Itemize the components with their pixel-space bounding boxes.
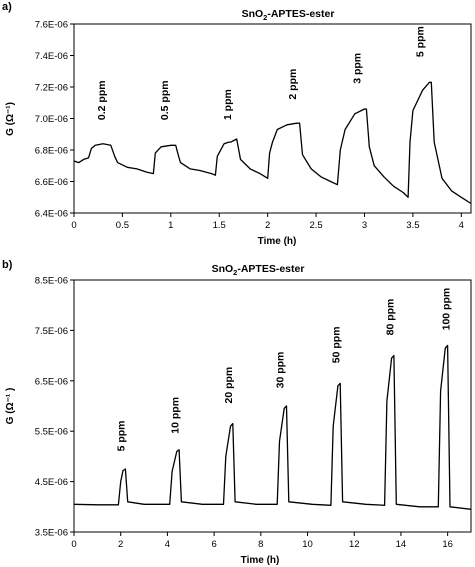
concentration-annotation: 2 ppm bbox=[286, 68, 299, 100]
concentration-annotation: 100 ppm bbox=[440, 287, 453, 331]
panel-b-title: SnO$_2$-APTES-ester bbox=[211, 263, 305, 277]
panel-a-plot-frame bbox=[74, 24, 471, 213]
x-tick-label: 10 bbox=[302, 539, 313, 550]
concentration-annotation: 0.5 ppm bbox=[159, 80, 172, 121]
y-tick-label: 6.6E-06 bbox=[34, 177, 68, 188]
y-tick-label: 3.5E-06 bbox=[34, 527, 68, 539]
panel-a-x-axis-label: Time (h) bbox=[257, 236, 297, 247]
panel-a-axes bbox=[35, 20, 464, 232]
concentration-annotation: 10 ppm bbox=[169, 396, 182, 434]
concentration-annotation: 20 ppm bbox=[223, 366, 236, 404]
y-tick-label: 4.5E-06 bbox=[34, 477, 68, 489]
panel-b-annotations bbox=[116, 288, 453, 452]
x-tick-label: 2.5 bbox=[309, 220, 323, 231]
y-tick-label: 7.2E-06 bbox=[34, 82, 68, 94]
x-tick-label: 8 bbox=[258, 539, 264, 550]
y-tick-label: 7.4E-06 bbox=[34, 51, 68, 62]
panel-b-label: b) bbox=[2, 259, 13, 271]
x-tick-label: 0 bbox=[71, 220, 77, 231]
x-tick-label: 4 bbox=[458, 220, 464, 231]
x-tick-label: 2 bbox=[265, 220, 271, 231]
panel-b-plot-frame bbox=[74, 280, 471, 532]
concentration-annotation: 3 ppm bbox=[351, 52, 364, 84]
y-tick-label: 6.5E-06 bbox=[34, 376, 68, 388]
y-tick-label: 8.5E-06 bbox=[34, 275, 68, 287]
x-tick-label: 6 bbox=[211, 539, 217, 550]
x-tick-label: 3.5 bbox=[406, 220, 420, 231]
x-tick-label: 1 bbox=[168, 220, 174, 231]
panel-a-annotations bbox=[96, 26, 427, 120]
panel-b-series bbox=[74, 346, 471, 510]
series-line bbox=[74, 82, 471, 203]
panel-b-y-axis-label: G (Ω⁻¹ ) bbox=[5, 387, 16, 425]
concentration-annotation: 30 ppm bbox=[274, 351, 287, 389]
panel-a bbox=[2, 1, 471, 247]
series-line bbox=[74, 346, 471, 510]
y-tick-label: 6.4E-06 bbox=[34, 208, 68, 220]
panel-b bbox=[2, 259, 471, 566]
y-tick-label: 7.5E-06 bbox=[34, 325, 68, 337]
concentration-annotation: 80 ppm bbox=[384, 298, 397, 336]
x-tick-label: 4 bbox=[164, 539, 171, 550]
concentration-annotation: 1 ppm bbox=[222, 89, 234, 121]
concentration-annotation: 5 ppm bbox=[115, 420, 128, 452]
panel-a-title: SnO$_2$-APTES-ester bbox=[241, 8, 335, 22]
y-tick-label: 5.5E-06 bbox=[34, 426, 68, 438]
panel-a-series bbox=[74, 82, 471, 203]
x-tick-label: 1.5 bbox=[212, 220, 226, 231]
y-tick-label: 7.0E-06 bbox=[34, 114, 68, 125]
panel-b-x-axis-label: Time (h) bbox=[240, 555, 280, 566]
x-tick-label: 0.5 bbox=[115, 220, 130, 231]
x-tick-label: 3 bbox=[361, 220, 368, 231]
panel-a-y-axis-label: G (Ω⁻¹) bbox=[5, 102, 16, 136]
concentration-annotation: 0.2 ppm bbox=[96, 80, 109, 121]
x-tick-label: 0 bbox=[71, 539, 77, 550]
y-tick-label: 7.6E-06 bbox=[34, 19, 68, 31]
panel-a-label: a) bbox=[2, 1, 12, 13]
concentration-annotation: 50 ppm bbox=[330, 326, 343, 364]
y-tick-label: 6.8E-06 bbox=[34, 145, 68, 157]
x-tick-label: 12 bbox=[348, 539, 360, 550]
x-tick-label: 16 bbox=[442, 539, 453, 550]
x-tick-label: 2 bbox=[118, 539, 124, 550]
concentration-annotation: 5 ppm bbox=[414, 26, 427, 58]
x-tick-label: 14 bbox=[395, 539, 407, 550]
